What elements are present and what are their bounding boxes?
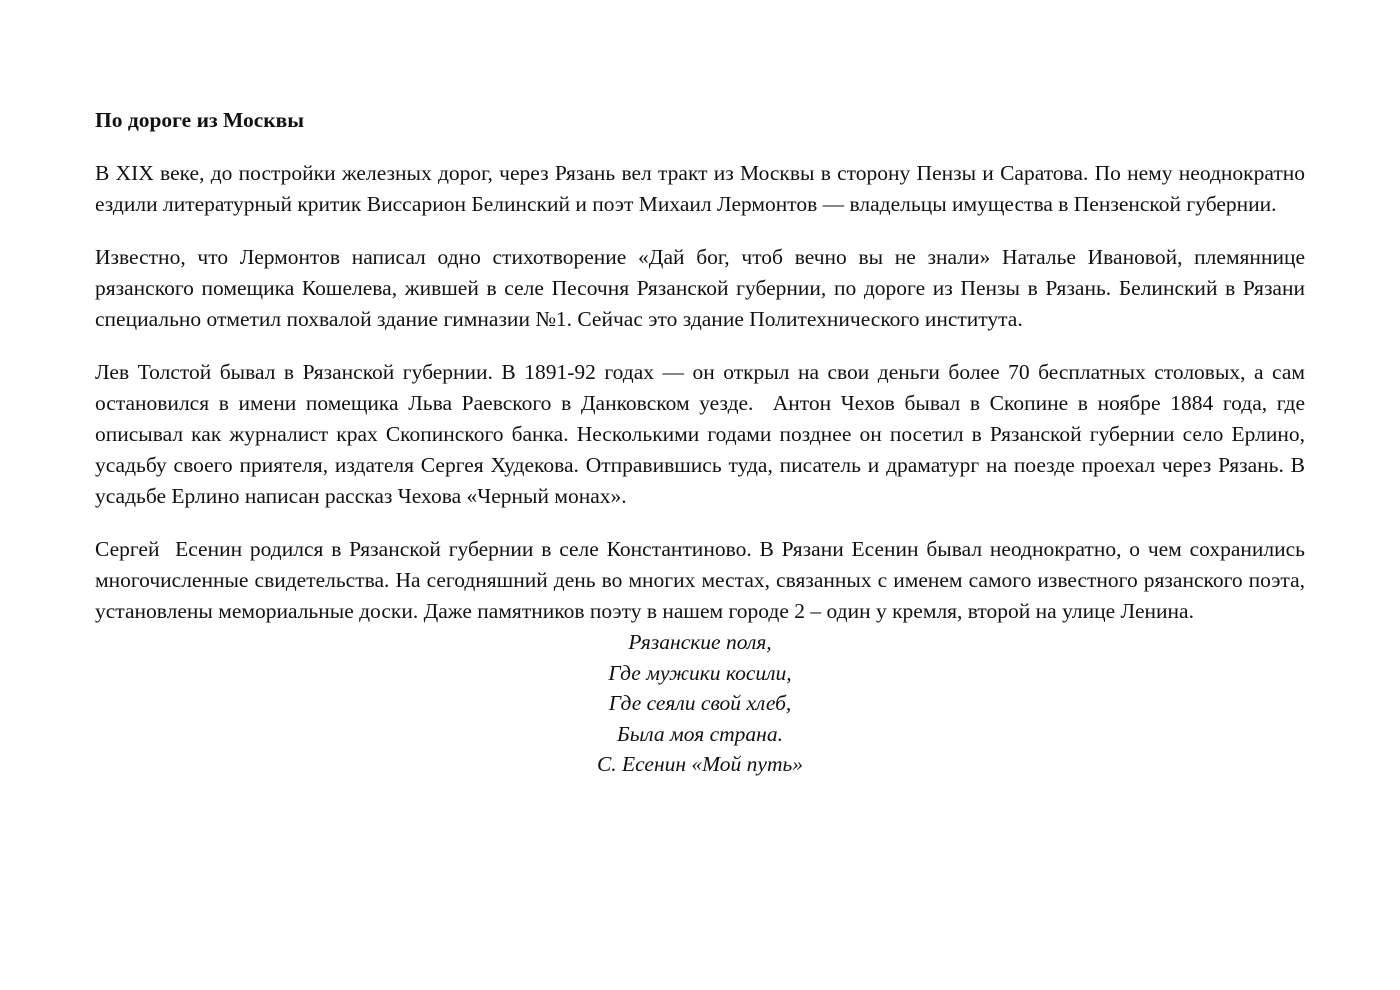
document-page	[95, 105, 1311, 780]
paragraph-tolstoy-chekhov: Лев Толстой бывал в Рязанской губернии. В 1891-92 годах — он открыл на свои деньги более 70 бесплатных столовых, а сам остановился в имени помещика Льва Раевского в Данковском уезде. Антон Чехов бывал в Скопине в ноябре 1884 года, где описывал как журналист крах Скопинского банка. Несколькими годами позднее он посетил в Рязанской губернии село Ерлино, усадьбу своего приятеля, издателя Сергея Худекова. Отправившись туда, писатель и драматург на поезде проехал через Рязань. В усадьбе Ерлино написан рассказ Чехова «Черный монах».	[95, 360, 1311, 508]
poem-line: Где мужики косили,	[608, 660, 792, 685]
poem-line: Где сеяли свой хлеб,	[608, 691, 792, 715]
paragraph-belinsky-lermontov: В XIX веке, до постройки железных дорог, через Рязань вел тракт из Москвы в сторону Пензы и Саратова. По нему неоднократно ездили литературный критик Виссарион Белинский и поэт Михаил Лермонтов — владельцы имущества в Пензенской губернии.	[95, 161, 1311, 216]
poem-line: Была моя страна.	[617, 721, 783, 746]
poem-line: Рязанские поля,	[628, 630, 772, 654]
paragraph-lermontov-poem: Известно, что Лермонтов написал одно стихотворение «Дай бог, чтоб вечно вы не знали» Наталье Ивановой, племяннице рязанского помещика Кошелева, жившей в селе Песочня Рязанской губернии, по дороге из Пензы в Рязань. Белинский в Рязани специально отметил похвалой здание гимназии №1. Сейчас это здание Политехнического института.	[95, 245, 1311, 331]
poem-attribution: С. Есенин «Мой путь»	[596, 752, 804, 776]
poem-quote	[95, 627, 1305, 780]
paragraph-yesenin: Сергей Есенин родился в Рязанской губернии в селе Константиново. В Рязани Есенин бывал неоднократно, о чем сохранились многочисленные свидетельства. На сегодняшний день во многих местах, связанных с именем самого известного рязанского поэта, установлены мемориальные доски. Даже памятников поэту в нашем городе 2 – один у кремля, второй на улице Ленина.	[95, 537, 1311, 623]
document-title: По дороге из Москвы	[95, 108, 305, 132]
